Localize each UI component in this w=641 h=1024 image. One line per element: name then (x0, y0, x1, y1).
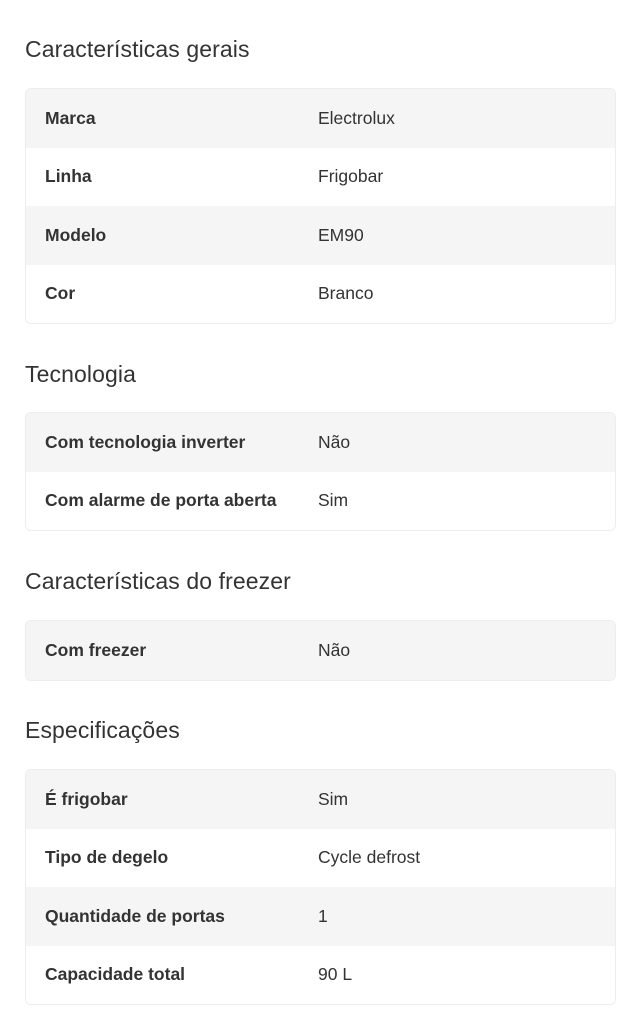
spec-label: Tipo de degelo (45, 847, 169, 868)
table-row (26, 148, 615, 207)
section-caracteristicas-gerais (25, 34, 616, 304)
spec-value: Sim (318, 788, 349, 809)
spec-value: Frigobar (318, 166, 384, 187)
section-title: Especificações (25, 717, 180, 743)
table-row (26, 206, 615, 265)
spec-value: Não (318, 639, 351, 660)
spec-label: Com freezer (45, 639, 147, 660)
section-title: Tecnologia (25, 361, 136, 387)
spec-label: Linha (45, 166, 92, 187)
spec-table (25, 412, 616, 531)
spec-label: Capacidade total (45, 964, 186, 985)
table-row (26, 829, 615, 888)
spec-label: Com tecnologia inverter (45, 431, 246, 452)
spec-value: Não (318, 431, 351, 452)
spec-label: Com alarme de porta aberta (45, 490, 277, 511)
table-row (26, 413, 615, 472)
spec-value: 90 L (318, 964, 353, 985)
spec-table (25, 88, 616, 324)
spec-value: 1 (318, 905, 328, 926)
table-row (26, 770, 615, 829)
spec-label: Cor (45, 283, 76, 304)
section-title: Características do freezer (25, 568, 291, 594)
spec-label: Quantidade de portas (45, 905, 225, 926)
spec-table (25, 769, 616, 1005)
spec-label: Modelo (45, 224, 107, 245)
table-row (26, 621, 615, 680)
spec-table (25, 620, 616, 681)
spec-value: EM90 (318, 224, 364, 245)
section-caracteristicas-freezer (25, 566, 616, 660)
table-row (26, 472, 615, 531)
table-row (26, 946, 615, 1005)
table-row (26, 887, 615, 946)
spec-value: Sim (318, 490, 349, 511)
section-especificacoes (25, 715, 616, 985)
table-row (26, 265, 615, 324)
section-title: Características gerais (25, 36, 250, 62)
table-row (26, 89, 615, 148)
spec-value: Cycle defrost (318, 847, 421, 868)
spec-label: Marca (45, 107, 96, 128)
spec-value: Electrolux (318, 107, 395, 128)
spec-value: Branco (318, 283, 374, 304)
section-tecnologia (25, 359, 616, 511)
spec-label: É frigobar (45, 788, 128, 809)
